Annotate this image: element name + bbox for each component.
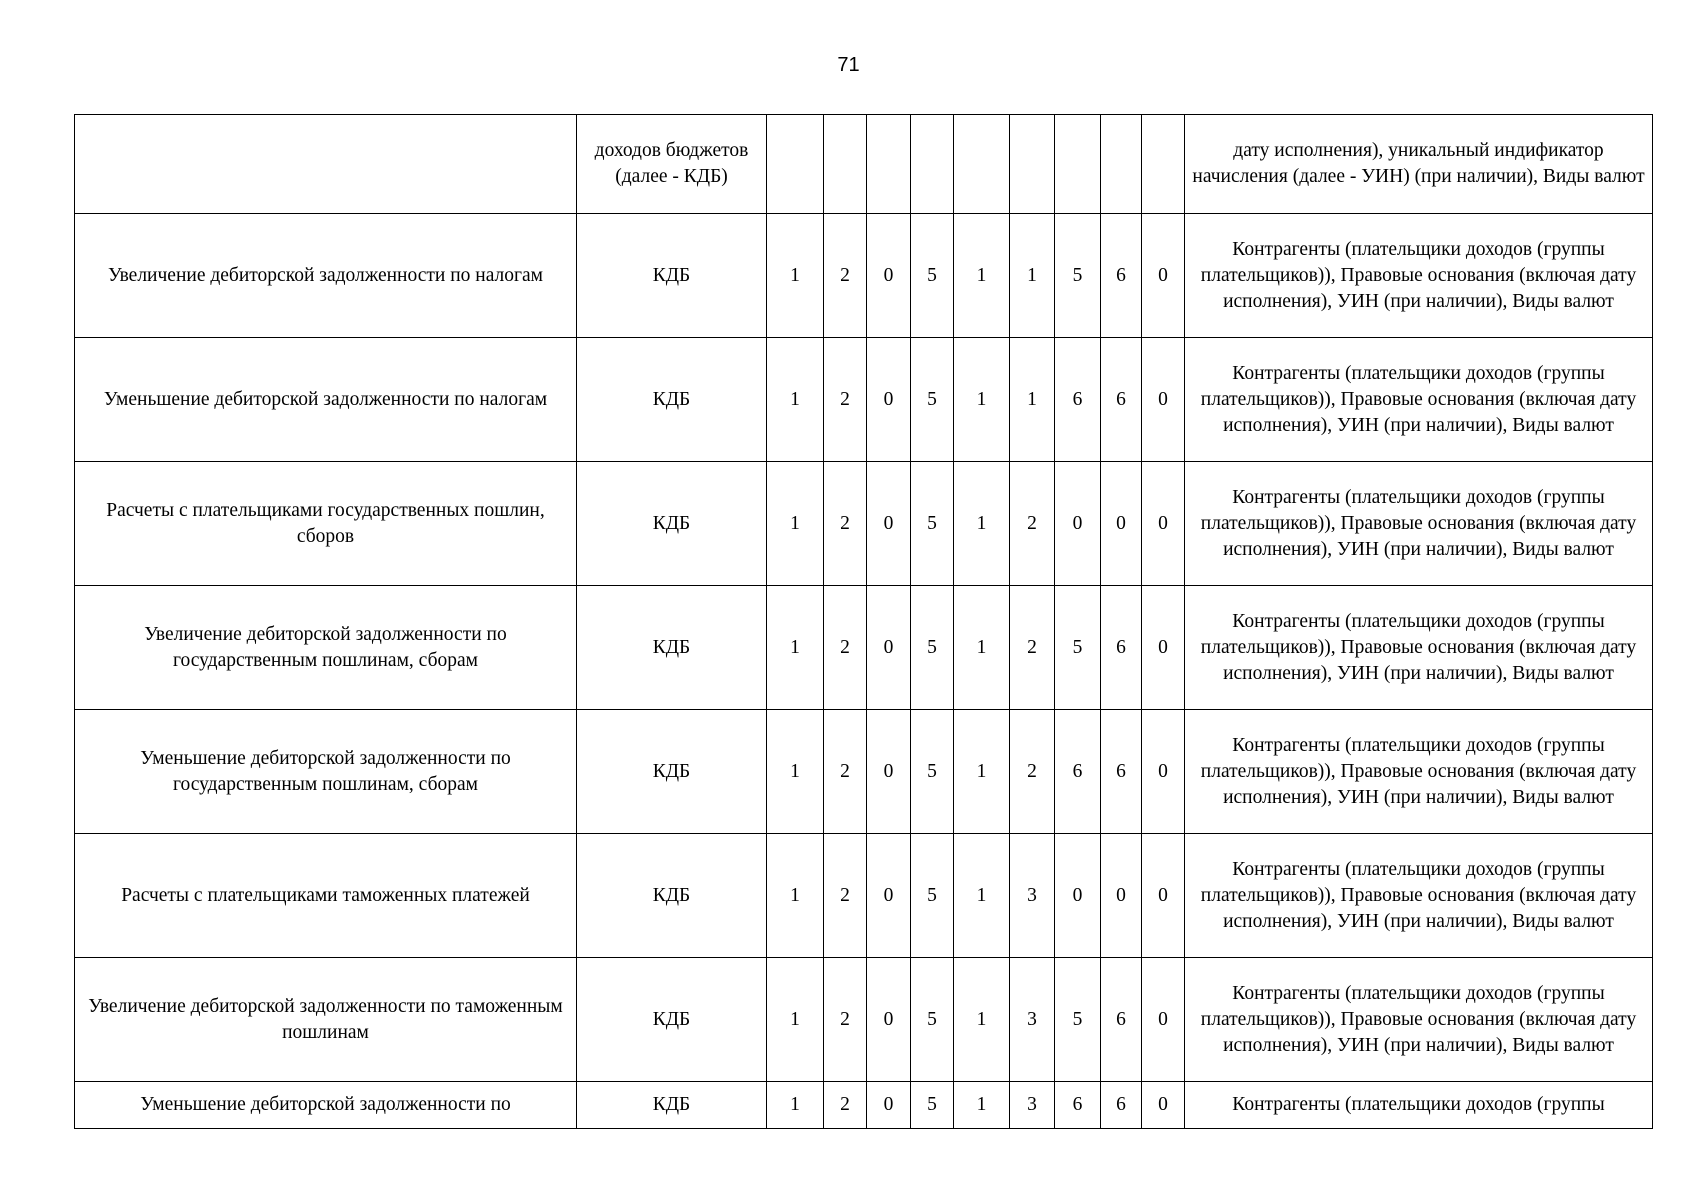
account-digit: 5 (911, 462, 954, 586)
account-digit: 1 (767, 586, 824, 710)
account-digit: 2 (1010, 586, 1055, 710)
table-row (75, 834, 1653, 958)
account-digit: 6 (1101, 1082, 1142, 1129)
account-digit (954, 115, 1010, 214)
account-digit: 1 (767, 462, 824, 586)
account-digit: 3 (1010, 834, 1055, 958)
account-digit: 6 (1101, 710, 1142, 834)
row-code: доходов бюджетов (далее - КДБ) (577, 115, 767, 214)
table-row (75, 1082, 1653, 1129)
account-digit: 5 (911, 834, 954, 958)
row-description: дату исполнения), уникальный индификатор начисления (далее - УИН) (при наличии), Виды валют (1185, 115, 1653, 214)
accounts-table (74, 114, 1653, 1129)
table-body (75, 115, 1653, 1129)
account-digit: 0 (1142, 710, 1185, 834)
row-description: Контрагенты (плательщики доходов (группы плательщиков)), Правовые основания (включая дату исполнения), УИН (при наличии), Виды валют (1185, 710, 1653, 834)
row-label: Увеличение дебиторской задолженности по таможенным пошлинам (75, 958, 577, 1082)
table-row (75, 586, 1653, 710)
row-code: КДБ (577, 338, 767, 462)
account-digit: 5 (1055, 958, 1101, 1082)
account-digit: 1 (954, 214, 1010, 338)
account-digit: 2 (824, 710, 867, 834)
row-label: Расчеты с плательщиками таможенных платежей (75, 834, 577, 958)
account-digit: 0 (1142, 586, 1185, 710)
account-digit: 6 (1055, 338, 1101, 462)
account-digit: 5 (911, 710, 954, 834)
account-digit: 2 (1010, 462, 1055, 586)
row-description: Контрагенты (плательщики доходов (группы плательщиков)), Правовые основания (включая дату исполнения), УИН (при наличии), Виды валют (1185, 586, 1653, 710)
account-digit: 1 (1010, 338, 1055, 462)
account-digit: 6 (1101, 338, 1142, 462)
row-code: КДБ (577, 462, 767, 586)
row-code: КДБ (577, 1082, 767, 1129)
row-label: Увеличение дебиторской задолженности по государственным пошлинам, сборам (75, 586, 577, 710)
row-code: КДБ (577, 710, 767, 834)
account-digit: 0 (867, 710, 911, 834)
account-digit: 2 (824, 1082, 867, 1129)
account-digit: 1 (767, 834, 824, 958)
row-code: КДБ (577, 586, 767, 710)
account-digit: 0 (1142, 1082, 1185, 1129)
account-digit: 0 (1055, 834, 1101, 958)
account-digit: 1 (954, 338, 1010, 462)
account-digit (1142, 115, 1185, 214)
row-description: Контрагенты (плательщики доходов (группы (1185, 1082, 1653, 1129)
account-digit: 2 (824, 958, 867, 1082)
row-description: Контрагенты (плательщики доходов (группы плательщиков)), Правовые основания (включая дату исполнения), УИН (при наличии), Виды валют (1185, 214, 1653, 338)
account-digit: 6 (1055, 1082, 1101, 1129)
account-digit: 3 (1010, 958, 1055, 1082)
row-label (75, 115, 577, 214)
account-digit: 0 (867, 462, 911, 586)
account-digit: 6 (1101, 586, 1142, 710)
account-digit: 1 (767, 214, 824, 338)
account-digit: 5 (911, 338, 954, 462)
account-digit: 2 (824, 338, 867, 462)
account-digit: 6 (1101, 958, 1142, 1082)
account-digit: 1 (767, 338, 824, 462)
account-digit (1101, 115, 1142, 214)
account-digit: 1 (954, 710, 1010, 834)
page-number: 71 (837, 54, 860, 76)
row-code: КДБ (577, 958, 767, 1082)
table-row (75, 338, 1653, 462)
account-digit: 2 (824, 586, 867, 710)
account-digit: 0 (1142, 338, 1185, 462)
account-digit: 3 (1010, 1082, 1055, 1129)
row-label: Увеличение дебиторской задолженности по налогам (75, 214, 577, 338)
row-code: КДБ (577, 214, 767, 338)
account-digit: 0 (1142, 958, 1185, 1082)
account-digit: 1 (954, 1082, 1010, 1129)
account-digit: 1 (954, 958, 1010, 1082)
row-label: Уменьшение дебиторской задолженности по государственным пошлинам, сборам (75, 710, 577, 834)
account-digit: 1 (767, 958, 824, 1082)
account-digit: 6 (1101, 214, 1142, 338)
account-digit: 0 (1142, 834, 1185, 958)
account-digit: 0 (867, 214, 911, 338)
account-digit: 5 (911, 958, 954, 1082)
account-digit: 0 (867, 586, 911, 710)
account-digit: 1 (767, 710, 824, 834)
row-description: Контрагенты (плательщики доходов (группы плательщиков)), Правовые основания (включая дату исполнения), УИН (при наличии), Виды валют (1185, 834, 1653, 958)
account-digit: 5 (1055, 586, 1101, 710)
row-label: Уменьшение дебиторской задолженности по (75, 1082, 577, 1129)
account-digit: 1 (767, 1082, 824, 1129)
account-digit: 0 (867, 1082, 911, 1129)
account-digit: 2 (1010, 710, 1055, 834)
row-label: Уменьшение дебиторской задолженности по налогам (75, 338, 577, 462)
account-digit (1055, 115, 1101, 214)
account-digit: 5 (911, 586, 954, 710)
account-digit (767, 115, 824, 214)
account-digit: 0 (867, 834, 911, 958)
account-digit: 5 (911, 1082, 954, 1129)
account-digit: 1 (954, 586, 1010, 710)
account-digit: 5 (1055, 214, 1101, 338)
row-code: КДБ (577, 834, 767, 958)
account-digit: 1 (954, 462, 1010, 586)
table-row (75, 710, 1653, 834)
account-digit (867, 115, 911, 214)
account-digit (824, 115, 867, 214)
account-digit: 0 (1142, 214, 1185, 338)
account-digit: 1 (954, 834, 1010, 958)
row-description: Контрагенты (плательщики доходов (группы плательщиков)), Правовые основания (включая дату исполнения), УИН (при наличии), Виды валют (1185, 338, 1653, 462)
account-digit: 5 (911, 214, 954, 338)
table-row (75, 958, 1653, 1082)
account-digit: 1 (1010, 214, 1055, 338)
account-digit: 0 (1101, 834, 1142, 958)
account-digit: 0 (1142, 462, 1185, 586)
row-description: Контрагенты (плательщики доходов (группы плательщиков)), Правовые основания (включая дату исполнения), УИН (при наличии), Виды валют (1185, 462, 1653, 586)
row-description: Контрагенты (плательщики доходов (группы плательщиков)), Правовые основания (включая дату исполнения), УИН (при наличии), Виды валют (1185, 958, 1653, 1082)
table-row (75, 462, 1653, 586)
account-digit: 0 (1101, 462, 1142, 586)
account-digit: 6 (1055, 710, 1101, 834)
account-digit: 0 (867, 338, 911, 462)
account-digit: 2 (824, 834, 867, 958)
table-row (75, 115, 1653, 214)
account-digit (1010, 115, 1055, 214)
account-digit: 0 (867, 958, 911, 1082)
row-label: Расчеты с плательщиками государственных пошлин, сборов (75, 462, 577, 586)
account-digit: 2 (824, 462, 867, 586)
table-row (75, 214, 1653, 338)
account-digit: 2 (824, 214, 867, 338)
account-digit: 0 (1055, 462, 1101, 586)
account-digit (911, 115, 954, 214)
